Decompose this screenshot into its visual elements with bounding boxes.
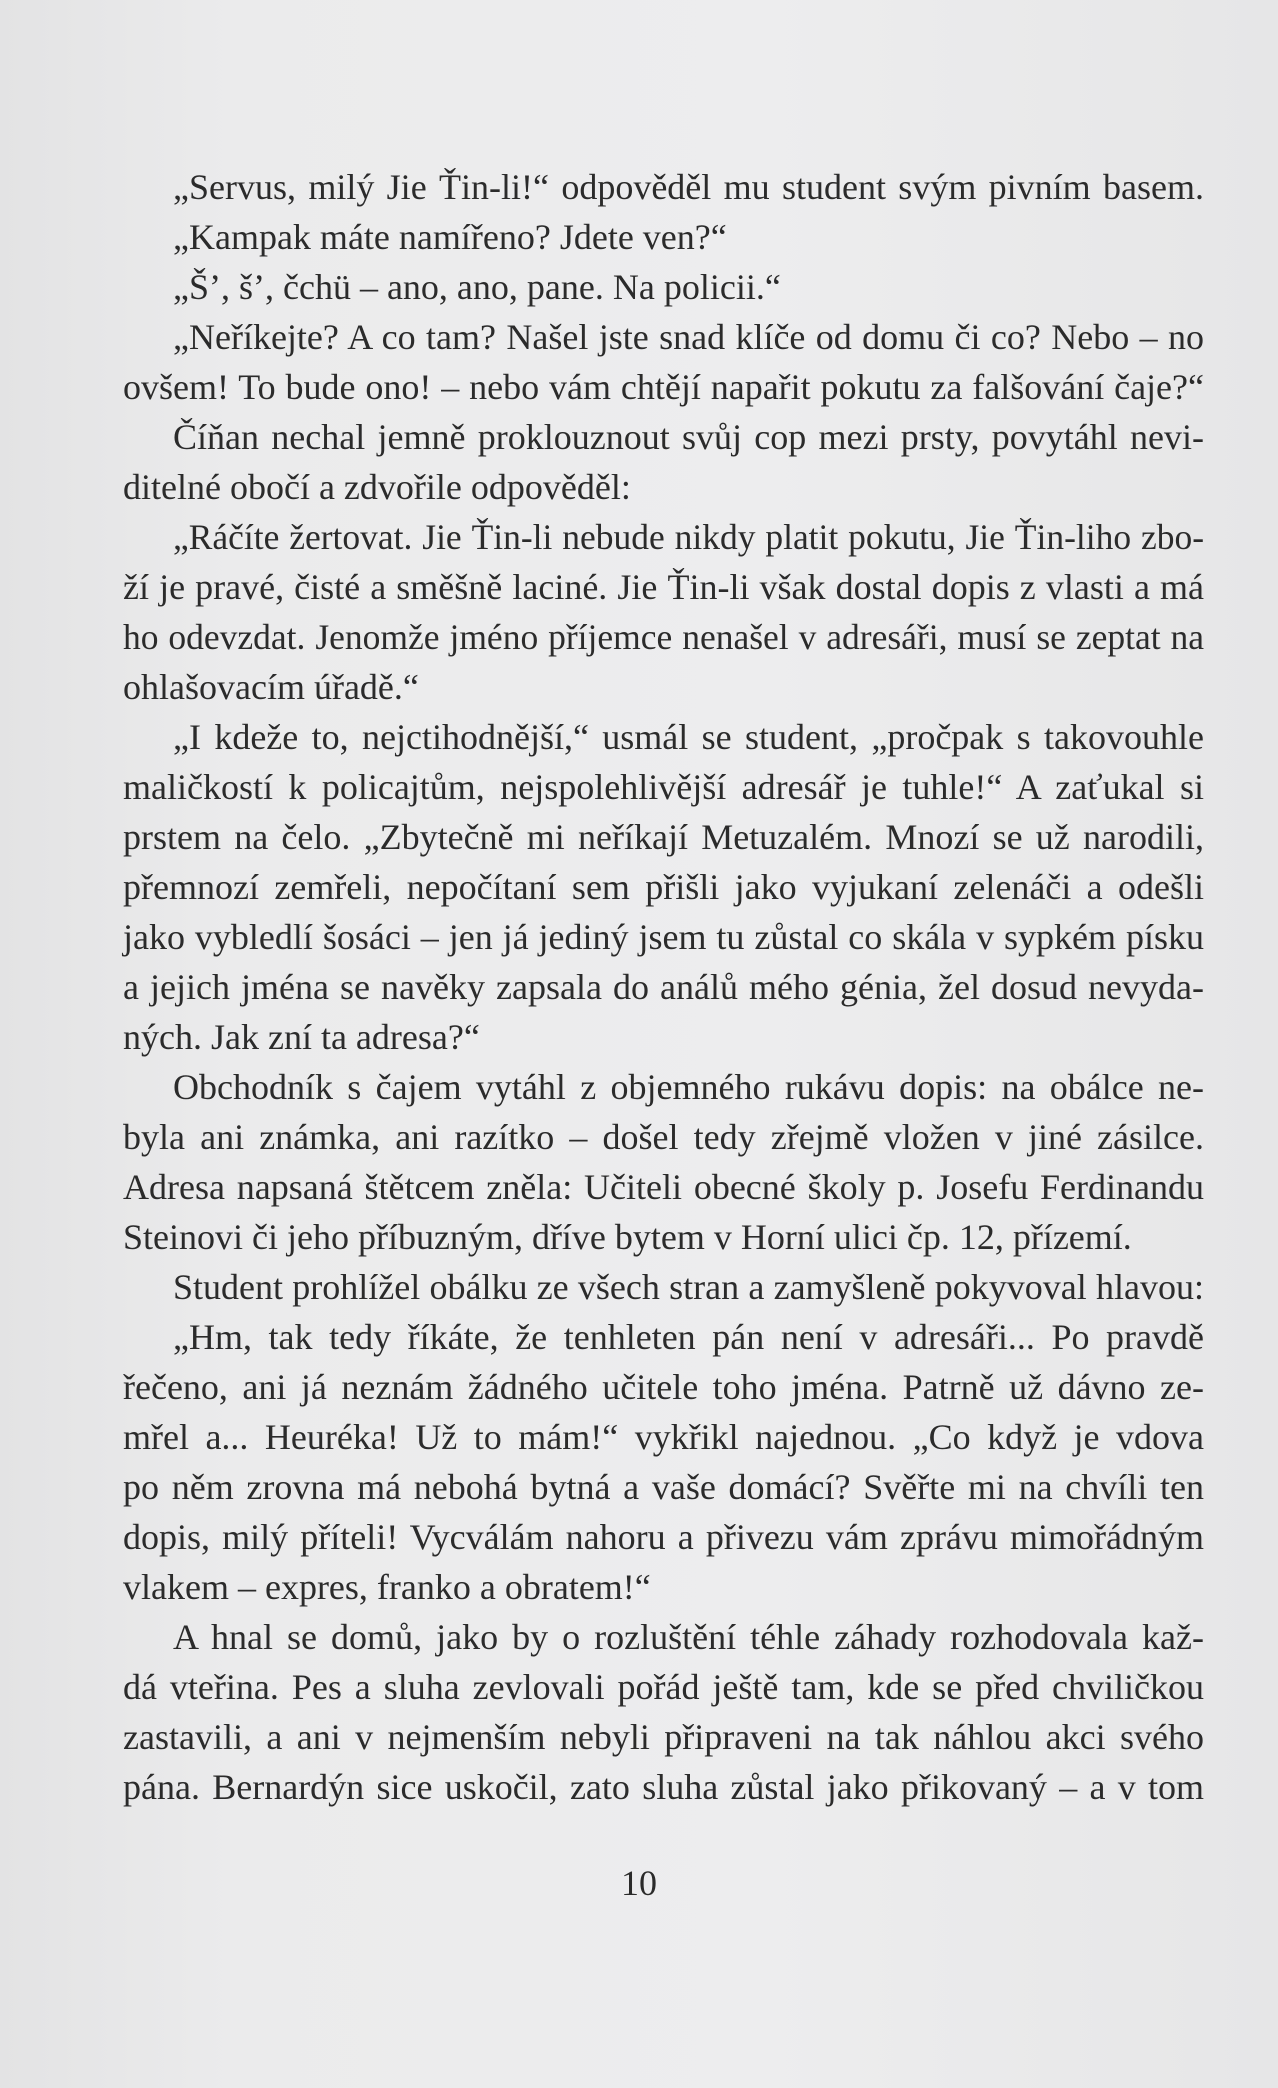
text-line: „Ráčíte žertovat. Jie Ťin-li nebude nikdy platit pokutu, Jie Ťin-liho zbo- <box>173 517 1204 557</box>
body-text <box>123 162 1204 1812</box>
text-line: byla ani známka, ani razítko – došel tedy zřejmě vložen v jiné zásilce. <box>123 1117 1204 1157</box>
text-line: ditelné obočí a zdvořile odpověděl: <box>123 467 631 507</box>
text-line: „Servus, milý Jie Ťin-li!“ odpověděl mu student svým pivním basem. <box>173 167 1204 207</box>
text-line: vlakem – expres, franko a obratem!“ <box>123 1567 651 1607</box>
text-line: řečeno, ani já neznám žádného učitele toho jména. Patrně už dávno ze- <box>123 1367 1204 1407</box>
text-line: ovšem! To bude ono! – nebo vám chtějí napařit pokutu za falšování čaje?“ <box>123 367 1204 407</box>
text-line: „Kampak máte namířeno? Jdete ven?“ <box>173 217 727 257</box>
text-line: ných. Jak zní ta adresa?“ <box>123 1017 480 1057</box>
text-line: přemnozí zemřeli, nepočítaní sem přišli jako vyjukaní zelenáči a odešli <box>123 867 1204 907</box>
text-line: A hnal se domů, jako by o rozluštění téhle záhady rozhodovala kaž- <box>173 1617 1204 1657</box>
text-line: ohlašovacím úřadě.“ <box>123 667 419 707</box>
text-line: maličkostí k policajtům, nejspolehlivější adresář je tuhle!“ A zaťukal si <box>123 767 1204 807</box>
text-line: Steinovi či jeho příbuzným, dříve bytem v Horní ulici čp. 12, přízemí. <box>123 1217 1132 1257</box>
text-line: „Neříkejte? A co tam? Našel jste snad klíče od domu či co? Nebo – no <box>173 317 1204 357</box>
text-line: ho odevzdat. Jenomže jméno příjemce nenašel v adresáři, musí se zeptat na <box>123 617 1204 657</box>
text-line: pána. Bernardýn sice uskočil, zato sluha zůstal jako přikovaný – a v tom <box>123 1767 1204 1807</box>
text-line: ží je pravé, čisté a směšně laciné. Jie Ťin-li však dostal dopis z vlasti a má <box>123 567 1204 607</box>
text-line: „Š’, š’, čchü – ano, ano, pane. Na policii.“ <box>173 267 781 307</box>
page-number: 10 <box>621 1863 657 1903</box>
text-line: zastavili, a ani v nejmenším nebyli připraveni na tak náhlou akci svého <box>123 1717 1204 1757</box>
text-line: mřel a... Heuréka! Už to mám!“ vykřikl najednou. „Co když je vdova <box>123 1417 1204 1457</box>
text-line: Obchodník s čajem vytáhl z objemného rukávu dopis: na obálce ne- <box>173 1067 1204 1107</box>
text-line: „I kdeže to, nejctihodnější,“ usmál se student, „pročpak s takovouhle <box>173 717 1204 757</box>
text-line: a jejich jména se navěky zapsala do análů mého génia, žel dosud nevyda- <box>123 967 1204 1007</box>
text-line: jako vybledlí šosáci – jen já jediný jsem tu zůstal co skála v sypkém písku <box>123 917 1204 957</box>
text-line: prstem na čelo. „Zbytečně mi neříkají Metuzalém. Mnozí se už narodili, <box>123 817 1204 857</box>
text-line: Číňan nechal jemně proklouznout svůj cop mezi prsty, povytáhl nevi- <box>173 417 1204 457</box>
text-line: „Hm, tak tedy říkáte, že tenhleten pán není v adresáři... Po pravdě <box>173 1317 1204 1357</box>
text-line: dá vteřina. Pes a sluha zevlovali pořád ještě tam, kde se před chviličkou <box>123 1667 1204 1707</box>
text-line: Student prohlížel obálku ze všech stran a zamyšleně pokyvoval hlavou: <box>173 1267 1204 1307</box>
text-line: Adresa napsaná štětcem zněla: Učiteli obecné školy p. Josefu Ferdinandu <box>123 1167 1204 1207</box>
text-line: dopis, milý příteli! Vycválám nahoru a přivezu vám zprávu mimořádným <box>123 1517 1204 1557</box>
text-line: po něm zrovna má nebohá bytná a vaše domácí? Svěřte mi na chvíli ten <box>123 1467 1204 1507</box>
